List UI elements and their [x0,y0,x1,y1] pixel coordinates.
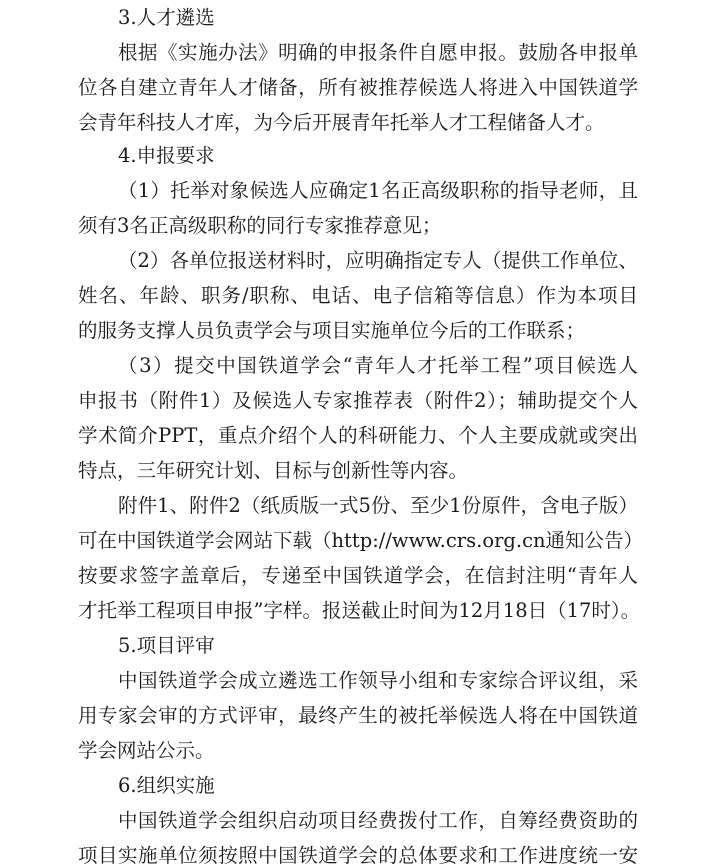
section-heading-talent-selection: 3.人才遴选 [118,6,215,29]
paragraph-line: 根据《实施办法》明确的申报条件自愿申报。鼓励各申报单 [118,41,638,64]
paragraph-line: （2）各单位报送材料时，应明确指定专人（提供工作单位、 [118,249,638,272]
paragraph-line: 学会网站公示。 [78,739,215,762]
paragraph-line: 中国铁道学会成立遴选工作领导小组和专家综合评议组，采 [118,669,638,692]
paragraph-line: 位各自建立青年人才储备，所有被推荐候选人将进入中国铁道学 [78,76,638,99]
paragraph-line: （3）提交中国铁道学会“青年人才托举工程”项目候选人 [118,354,638,377]
paragraph-line: 姓名、年龄、职务/职称、电话、电子信箱等信息）作为本项目 [78,284,638,307]
paragraph-line: 特点，三年研究计划、目标与创新性等内容。 [78,459,469,482]
paragraph-line: 学术简介PPT，重点介绍个人的科研能力、个人主要成就或突出 [78,424,638,447]
paragraph-line: 才托举工程项目申报”字样。报送截止时间为12月18日（17时）。 [78,599,641,622]
paragraph-line: 须有3名正高级职称的同行专家推荐意见； [78,214,442,237]
paragraph-line: 会青年科技人才库，为今后开展青年托举人才工程储备人才。 [78,111,605,134]
paragraph-line: 按要求签字盖章后，专递至中国铁道学会，在信封注明“青年人 [78,564,638,587]
paragraph-line: 附件1、附件2（纸质版一式5份、至少1份原件，含电子版） [118,494,638,517]
section-heading-project-review: 5.项目评审 [118,634,215,657]
paragraph-line: 可在中国铁道学会网站下载（http://www.crs.org.cn通知公告） [78,529,644,552]
paragraph-line: 用专家会审的方式评审，最终产生的被托举候选人将在中国铁道 [78,704,638,727]
paragraph-line: 项目实施单位须按照中国铁道学会的总体要求和工作进度统一安 [78,844,638,867]
section-heading-application-requirements: 4.申报要求 [118,144,215,167]
paragraph-line: 中国铁道学会组织启动项目经费拨付工作，自筹经费资助的 [118,809,638,832]
paragraph-line: 申报书（附件1）及候选人专家推荐表（附件2）；辅助提交个人 [78,389,638,412]
section-heading-implementation: 6.组织实施 [118,774,215,797]
paragraph-line: （1）托举对象候选人应确定1名正高级职称的指导老师，且 [118,179,638,202]
paragraph-line: 的服务支撑人员负责学会与项目实施单位今后的工作联系； [78,319,586,342]
